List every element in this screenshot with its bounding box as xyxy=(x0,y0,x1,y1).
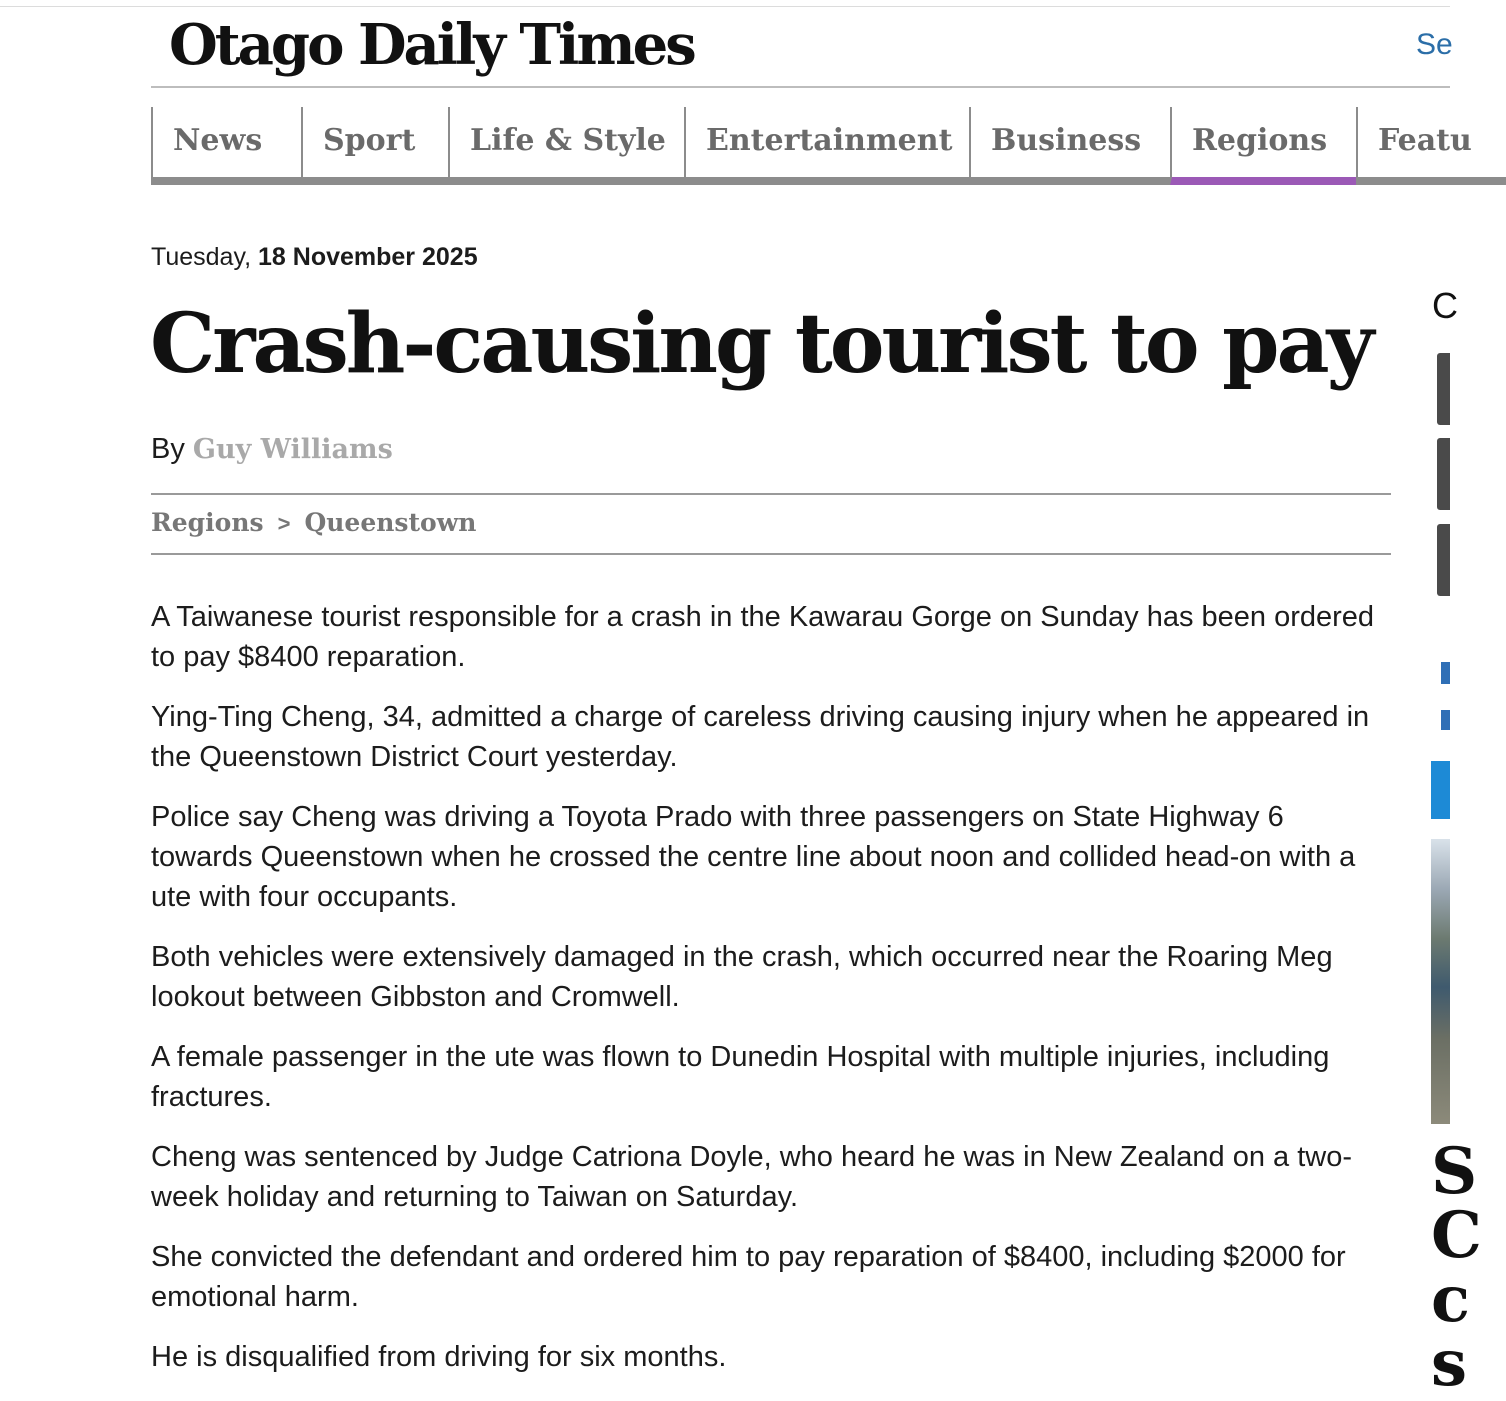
article-paragraph: She convicted the defendant and ordered him to pay reparation of $8400, including $2000 for emotional harm. xyxy=(151,1241,1346,1313)
article-headline: Crash-causing tourist to pay xyxy=(150,296,1372,392)
nav-tab-label: Regions xyxy=(1192,123,1328,158)
nav-tab-label: News xyxy=(173,123,263,158)
sidebar-story-title[interactable]: S C c s xyxy=(1431,1134,1482,1401)
nav-tab-label: Life & Style xyxy=(470,123,666,158)
nav-tab-life-style[interactable] xyxy=(448,107,684,185)
article-paragraph: Cheng was sentenced by Judge Catriona Doyle, who heard he was in New Zealand on a two-week holiday and returning to Taiwan on Saturday. xyxy=(151,1141,1352,1213)
nav-tab-features[interactable] xyxy=(1356,107,1506,185)
article-paragraph: He is disqualified from driving for six months. xyxy=(151,1341,727,1373)
article-paragraph: A female passenger in the ute was flown to Dunedin Hospital with multiple injuries, including fractures. xyxy=(151,1041,1330,1113)
main-nav xyxy=(151,107,1472,185)
breadcrumb xyxy=(151,493,1391,555)
sidebar-button[interactable] xyxy=(1437,524,1450,596)
top-border xyxy=(0,6,1450,7)
byline-prefix: By xyxy=(151,433,185,465)
site-logo[interactable]: Otago Daily Times xyxy=(169,12,694,78)
article-paragraph: Police say Cheng was driving a Toyota Prado with three passengers on State Highway 6 towards Queenstown when he crossed the centre line about noon and collided head-on with a ute with four occupants. xyxy=(151,801,1356,913)
sidebar-ad-banner[interactable] xyxy=(1431,761,1450,819)
sidebar-photo[interactable] xyxy=(1431,839,1450,1124)
search-link[interactable]: Se xyxy=(1416,28,1453,61)
article-paragraph: Both vehicles were extensively damaged in the crash, which occurred near the Roaring Meg lookout between Gibbston and Cromwell. xyxy=(151,941,1333,1013)
author-link[interactable]: Guy Williams xyxy=(192,434,393,465)
article-date xyxy=(151,243,478,272)
breadcrumb-separator: > xyxy=(277,511,291,536)
date-full: 18 November 2025 xyxy=(258,243,478,271)
nav-tab-business[interactable] xyxy=(969,107,1170,185)
sidebar-heading: C xyxy=(1432,285,1458,326)
sidebar-ad-accent xyxy=(1441,710,1450,730)
nav-tab-news[interactable] xyxy=(151,107,301,185)
date-day: Tuesday, xyxy=(151,243,252,271)
nav-tab-label: Featu xyxy=(1378,123,1472,158)
article-paragraph: Ying-Ting Cheng, 34, admitted a charge of careless driving causing injury when he appeared in the Queenstown District Court yesterday. xyxy=(151,701,1370,773)
breadcrumb-regions[interactable]: Regions xyxy=(151,508,264,537)
sidebar-button[interactable] xyxy=(1437,353,1450,425)
nav-tab-sport[interactable] xyxy=(301,107,448,185)
sidebar-ad-accent xyxy=(1441,662,1450,684)
article-paragraph: A Taiwanese tourist responsible for a crash in the Kawarau Gorge on Sunday has been ordered to pay $8400 reparation. xyxy=(151,601,1375,673)
nav-tab-entertainment[interactable] xyxy=(684,107,969,185)
sidebar-button[interactable] xyxy=(1437,438,1450,510)
masthead xyxy=(151,8,1453,88)
breadcrumb-queenstown[interactable]: Queenstown xyxy=(304,508,477,537)
byline xyxy=(151,433,393,466)
nav-tab-regions[interactable] xyxy=(1170,107,1356,185)
nav-tab-label: Entertainment xyxy=(706,123,953,158)
nav-tab-label: Business xyxy=(991,123,1142,158)
article-body xyxy=(151,597,1391,1397)
nav-tab-label: Sport xyxy=(323,123,416,158)
